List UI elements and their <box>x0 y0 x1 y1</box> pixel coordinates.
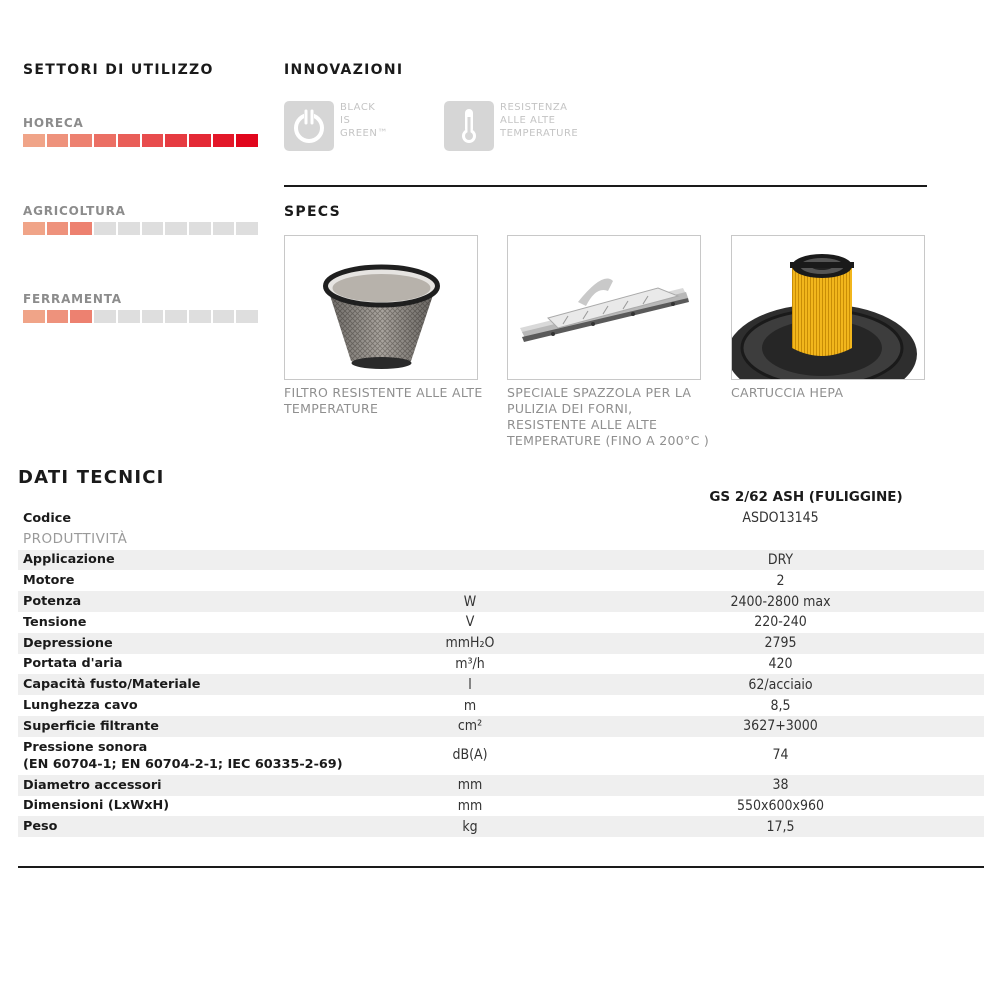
row-label <box>18 570 363 591</box>
innovation-black-is-green <box>284 101 388 151</box>
innovation-line: BLACK <box>340 102 376 113</box>
row-unit: W <box>363 591 572 612</box>
filter-image <box>284 235 478 380</box>
row-label <box>18 529 363 550</box>
row-label-text: Depressione <box>23 635 113 651</box>
row-value: 220-240 <box>754 614 807 631</box>
row-label-text: Pressione sonora <box>23 739 148 755</box>
row-unit: dB(A) <box>452 747 488 764</box>
row-value: 17,5 <box>572 816 984 837</box>
table-row <box>18 695 984 716</box>
black-is-green-icon <box>284 101 334 151</box>
row-unit <box>363 508 572 529</box>
sector-level-bar <box>23 310 258 323</box>
level-segment <box>118 310 140 323</box>
row-unit: mmH₂O <box>363 633 572 654</box>
level-segment <box>94 222 116 235</box>
level-segment <box>165 222 187 235</box>
row-label <box>18 816 363 837</box>
table-row <box>18 591 984 612</box>
row-label-text: Superficie filtrante <box>23 718 159 734</box>
tech-data-title: DATI TECNICI <box>18 467 165 488</box>
spec-card <box>731 235 931 401</box>
row-label <box>18 775 363 796</box>
level-segment <box>236 310 258 323</box>
level-segment <box>189 222 211 235</box>
table-row <box>18 716 984 737</box>
level-segment <box>70 222 92 235</box>
row-label <box>18 591 363 612</box>
row-label-text: Potenza <box>23 594 82 610</box>
row-value: 62/acciaio <box>572 674 984 695</box>
row-unit: kg <box>363 816 572 837</box>
row-value: DRY <box>572 550 984 571</box>
innovation-line: IS <box>340 115 351 126</box>
innovation-line: ALLE ALTE <box>500 115 556 126</box>
table-row <box>18 508 984 529</box>
table-row <box>18 529 984 550</box>
level-segment <box>70 310 92 323</box>
level-segment <box>94 310 116 323</box>
row-value: 550x600x960 <box>736 797 824 814</box>
row-unit: V <box>465 614 475 631</box>
level-segment <box>165 310 187 323</box>
innovation-line: GREEN™ <box>340 128 388 139</box>
row-unit: m <box>463 697 477 714</box>
row-value: 8,5 <box>770 697 791 714</box>
level-segment <box>118 222 140 235</box>
row-value: 2 <box>776 572 785 589</box>
row-value: 3627+3000 <box>572 716 984 737</box>
row-label <box>18 695 363 716</box>
row-label <box>18 633 363 654</box>
spec-card <box>284 235 484 417</box>
level-segment <box>94 134 116 147</box>
table-row <box>18 550 984 571</box>
row-label-text: PRODUTTIVITÀ <box>23 531 128 548</box>
table-row <box>18 633 984 654</box>
sector-agricoltura <box>23 204 258 235</box>
tech-table <box>18 508 984 837</box>
row-unit <box>363 570 572 591</box>
table-row <box>18 570 984 591</box>
thermometer-icon <box>444 101 494 151</box>
row-unit <box>363 529 572 550</box>
level-segment <box>213 310 235 323</box>
row-label-text: Capacità fusto/Materiale <box>23 677 201 693</box>
row-label <box>18 796 363 817</box>
row-value: 74 <box>772 747 789 764</box>
row-unit <box>363 550 572 571</box>
level-segment <box>213 134 235 147</box>
brush-image <box>507 235 701 380</box>
row-label <box>18 612 363 633</box>
innovation-text <box>500 101 578 151</box>
row-label <box>18 654 363 675</box>
row-label-text: Portata d'aria <box>23 656 123 672</box>
level-segment <box>142 310 164 323</box>
tech-data-table <box>18 508 984 837</box>
row-label <box>18 508 363 529</box>
level-segment <box>142 134 164 147</box>
table-row <box>18 674 984 695</box>
sector-ferramenta <box>23 292 258 323</box>
row-label-text: Lunghezza cavo <box>23 698 138 714</box>
innovation-line: RESISTENZA <box>500 102 568 113</box>
row-value: 420 <box>768 655 793 672</box>
model-name: GS 2/62 ASH (FULIGGINE) <box>709 489 903 505</box>
row-unit: mm <box>363 775 572 796</box>
sector-label: FERRAMENTA <box>23 292 122 306</box>
row-value <box>572 529 984 550</box>
row-label-text: Tensione <box>23 614 87 630</box>
table-row <box>18 816 984 837</box>
table-row <box>18 737 984 775</box>
table-row <box>18 654 984 675</box>
spec-caption: FILTRO RESISTENTE ALLE ALTE TEMPERATURE <box>284 385 483 416</box>
level-segment <box>142 222 164 235</box>
row-label <box>18 716 363 737</box>
row-unit: m³/h <box>455 655 485 672</box>
specs-title: SPECS <box>284 204 342 220</box>
row-label <box>18 737 363 775</box>
hepa-cartridge-image <box>731 235 925 380</box>
table-row <box>18 612 984 633</box>
table-row <box>18 775 984 796</box>
divider <box>284 185 927 187</box>
row-value: 38 <box>572 775 984 796</box>
row-label-subtext: (EN 60704-1; EN 60704-2-1; IEC 60335-2-69) <box>23 756 343 772</box>
innovation-high-temperature <box>444 101 578 151</box>
sector-label: AGRICOLTURA <box>23 204 126 218</box>
level-segment <box>236 134 258 147</box>
level-segment <box>23 310 45 323</box>
row-unit: mm <box>457 797 483 814</box>
sector-level-bar <box>23 222 258 235</box>
row-label-text: Diametro accessori <box>23 777 162 793</box>
level-segment <box>70 134 92 147</box>
level-segment <box>47 222 69 235</box>
row-label-text: Peso <box>23 819 58 835</box>
table-row <box>18 796 984 817</box>
bottom-divider <box>18 866 984 868</box>
level-segment <box>23 134 45 147</box>
row-value: ASDO13145 <box>742 510 819 527</box>
row-label <box>18 550 363 571</box>
innovations-title: INNOVAZIONI <box>284 62 404 78</box>
level-segment <box>23 222 45 235</box>
row-label <box>18 674 363 695</box>
level-segment <box>47 310 69 323</box>
row-value: 2400-2800 max <box>572 591 984 612</box>
sector-level-bar <box>23 134 258 147</box>
level-segment <box>213 222 235 235</box>
level-segment <box>118 134 140 147</box>
row-unit: l <box>363 674 572 695</box>
spec-caption: SPECIALE SPAZZOLA PER LA PULIZIA DEI FORNI, RESISTENTE ALLE ALTE TEMPERATURE (FINO A 200°C ) <box>507 385 710 448</box>
sector-horeca <box>23 116 258 147</box>
sector-label: HORECA <box>23 116 84 130</box>
row-unit: cm² <box>363 716 572 737</box>
row-value: 2795 <box>572 633 984 654</box>
row-label-text: Applicazione <box>23 552 115 568</box>
level-segment <box>165 134 187 147</box>
level-segment <box>189 310 211 323</box>
innovation-line: TEMPERATURE <box>500 128 579 139</box>
level-segment <box>236 222 258 235</box>
sectors-title: SETTORI DI UTILIZZO <box>23 62 214 78</box>
spec-caption: CARTUCCIA HEPA <box>731 385 844 400</box>
row-label-text: Motore <box>23 573 75 589</box>
row-label-text: Dimensioni (LxWxH) <box>23 798 170 814</box>
spec-card <box>507 235 712 449</box>
row-label-text: Codice <box>23 510 71 526</box>
level-segment <box>189 134 211 147</box>
innovation-text <box>340 101 388 151</box>
level-segment <box>47 134 69 147</box>
